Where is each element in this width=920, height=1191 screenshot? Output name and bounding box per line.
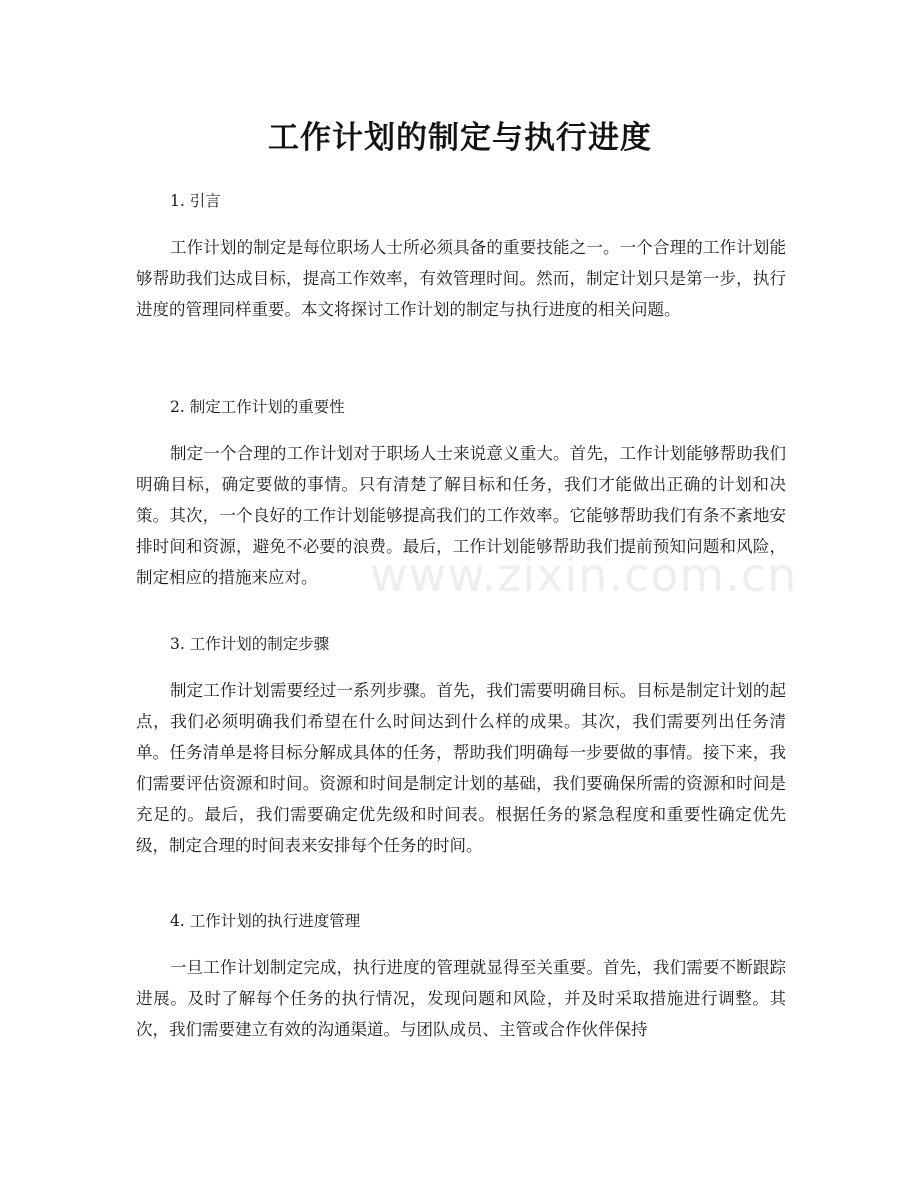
section-heading-2: 2. 制定工作计划的重要性	[170, 398, 345, 416]
section-paragraph-4: 一旦工作计划制定完成，执行进度的管理就显得至关重要。首先，我们需要不断跟踪进展。及时了解每个任务的执行情况，发现问题和风险，并及时采取措施进行调整。其次，我们需要建立有效的沟通渠道。与团队成员、主管或合作伙伴保持	[136, 958, 786, 1039]
section-heading-3: 3. 工作计划的制定步骤	[170, 635, 330, 653]
section-heading-1: 1. 引言	[170, 192, 221, 210]
watermark: www.zixin.com.cn	[370, 548, 798, 602]
page-title: 工作计划的制定与执行进度	[268, 120, 652, 156]
section-paragraph-1: 工作计划的制定是每位职场人士所必须具备的重要技能之一。一个合理的工作计划能够帮助我们达成目标，提高工作效率，有效管理时间。然而，制定计划只是第一步，执行进度的管理同样重要。本文将探讨工作计划的制定与执行进度的相关问题。	[136, 238, 786, 319]
section-heading-4: 4. 工作计划的执行进度管理	[170, 912, 361, 930]
section-paragraph-2: 制定一个合理的工作计划对于职场人士来说意义重大。首先，工作计划能够帮助我们明确目标，确定要做的事情。只有清楚了解目标和任务，我们才能做出正确的计划和决策。其次，一个良好的工作计划能够提高我们的工作效率。它能够帮助我们有条不紊地安排时间和资源，避免不必要的浪费。最后，工作计划能够帮助我们提前预知问题和风险，制定相应的措施来应对。	[136, 444, 786, 587]
section-paragraph-3: 制定工作计划需要经过一系列步骤。首先，我们需要明确目标。目标是制定计划的起点，我们必须明确我们希望在什么时间达到什么样的成果。其次，我们需要列出任务清单。任务清单是将目标分解成具体的任务，帮助我们明确每一步要做的事情。接下来，我们需要评估资源和时间。资源和时间是制定计划的基础，我们要确保所需的资源和时间是充足的。最后，我们需要确定优先级和时间表。根据任务的紧急程度和重要性确定优先级，制定合理的时间表来安排每个任务的时间。	[136, 681, 786, 855]
